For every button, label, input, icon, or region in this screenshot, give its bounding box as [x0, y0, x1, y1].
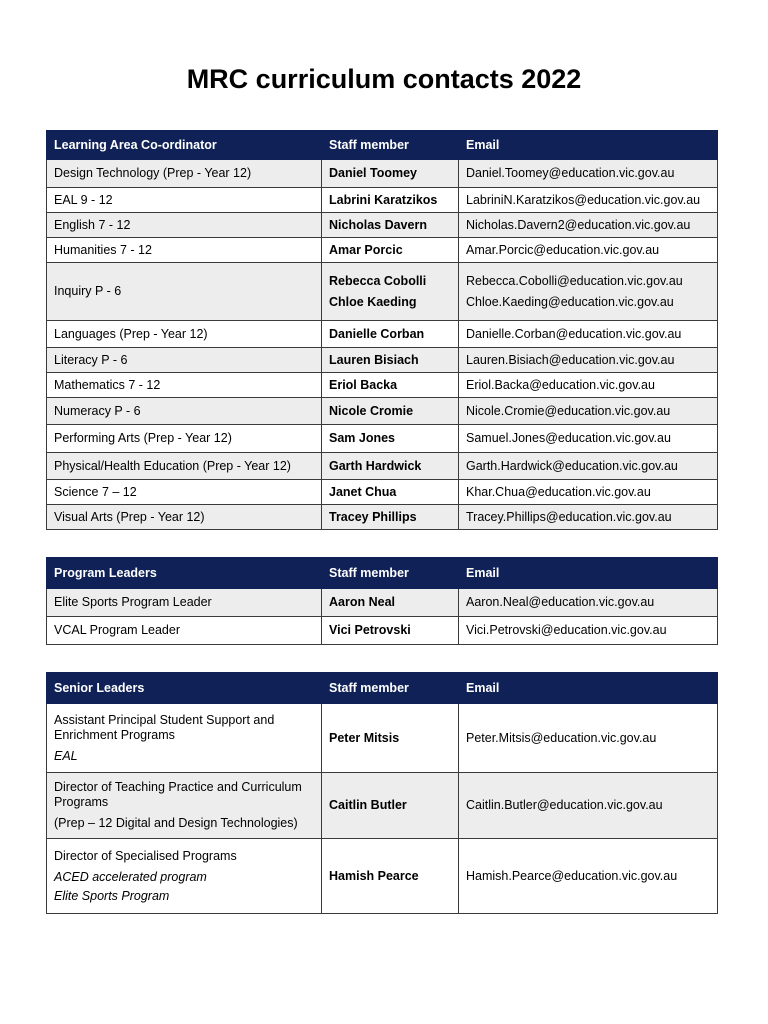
- area-cell: Languages (Prep - Year 12): [47, 321, 322, 348]
- email-cell: Caitlin.Butler@education.vic.gov.au: [459, 773, 718, 839]
- staff-name: Eriol Backa: [329, 377, 398, 392]
- staff-name: Tracey Phillips: [329, 509, 417, 524]
- role-note: (Prep – 12 Digital and Design Technologies): [54, 816, 298, 830]
- email-cell: [459, 505, 718, 530]
- staff-name: Amar Porcic: [329, 242, 403, 257]
- staff-cell: [322, 373, 459, 398]
- staff-name: Labrini Karatzikos: [329, 192, 438, 207]
- email-cell: Hamish.Pearce@education.vic.gov.au: [459, 839, 718, 914]
- staff-cell: [322, 453, 459, 480]
- role-title: Director of Teaching Practice and Curriculum Programs: [54, 780, 302, 809]
- email-address: Rebecca.Cobolli@education.vic.gov.au: [466, 273, 683, 288]
- email-cell: [459, 348, 718, 373]
- staff-cell: [322, 589, 459, 617]
- table-row: [47, 188, 718, 213]
- staff-cell: [322, 160, 459, 188]
- staff-name: Danielle Corban: [329, 326, 425, 341]
- table-row: [47, 839, 718, 914]
- column-header-program: Program Leaders: [47, 558, 322, 589]
- table-header-row: [47, 673, 718, 704]
- senior-leaders-table: [46, 672, 718, 914]
- table-row: [47, 505, 718, 530]
- staff-name: Nicholas Davern: [329, 217, 427, 232]
- email-address: Garth.Hardwick@education.vic.gov.au: [466, 458, 678, 473]
- area-cell: Inquiry P - 6: [47, 263, 322, 321]
- column-header-staff: Staff member: [322, 558, 459, 589]
- staff-name: Janet Chua: [329, 484, 397, 499]
- email-cell: [459, 238, 718, 263]
- email-address: Danielle.Corban@education.vic.gov.au: [466, 326, 682, 341]
- column-header-email: Email: [459, 673, 718, 704]
- staff-name: Nicole Cromie: [329, 403, 414, 418]
- email-address: Tracey.Phillips@education.vic.gov.au: [466, 509, 672, 524]
- role-cell: [47, 704, 322, 773]
- staff-name: Garth Hardwick: [329, 458, 422, 473]
- column-header-senior: Senior Leaders: [47, 673, 322, 704]
- staff-name: Rebecca Cobolli: [329, 273, 427, 288]
- area-cell: EAL 9 - 12: [47, 188, 322, 213]
- role-cell: [47, 839, 322, 914]
- staff-name: Vici Petrovski: [329, 623, 411, 637]
- email-address: Nicholas.Davern2@education.vic.gov.au: [466, 217, 691, 232]
- email-address: Samuel.Jones@education.vic.gov.au: [466, 431, 671, 445]
- table-row: [47, 373, 718, 398]
- table-row: [47, 453, 718, 480]
- email-cell: [459, 453, 718, 480]
- table-row: [47, 589, 718, 617]
- area-cell: Mathematics 7 - 12: [47, 373, 322, 398]
- staff-cell: [322, 505, 459, 530]
- area-cell: English 7 - 12: [47, 213, 322, 238]
- role-title: Director of Specialised Programs: [54, 848, 237, 863]
- staff-name: Sam Jones: [329, 431, 396, 445]
- email-address: Aaron.Neal@education.vic.gov.au: [466, 595, 655, 609]
- table-row: [47, 263, 718, 321]
- email-cell: Peter.Mitsis@education.vic.gov.au: [459, 704, 718, 773]
- staff-name: Chloe Kaeding: [329, 294, 417, 309]
- staff-cell: Hamish Pearce: [322, 839, 459, 914]
- email-address: Nicole.Cromie@education.vic.gov.au: [466, 403, 671, 418]
- staff-name: Lauren Bisiach: [329, 352, 419, 367]
- staff-cell: Caitlin Butler: [322, 773, 459, 839]
- staff-cell: [322, 617, 459, 645]
- table-row: [47, 425, 718, 453]
- column-header-email: Email: [459, 131, 718, 160]
- table-row: [47, 704, 718, 773]
- staff-cell: [322, 398, 459, 425]
- learning-area-table: [46, 130, 718, 530]
- email-cell: [459, 589, 718, 617]
- table-row: [47, 398, 718, 425]
- email-cell: [459, 617, 718, 645]
- role-title: Assistant Principal Student Support and Enrichment Programs: [54, 712, 275, 742]
- area-cell: Humanities 7 - 12: [47, 238, 322, 263]
- email-cell: [459, 425, 718, 453]
- staff-cell: [322, 348, 459, 373]
- email-cell: [459, 321, 718, 348]
- email-address: Daniel.Toomey@education.vic.gov.au: [466, 166, 675, 180]
- staff-cell: [322, 263, 459, 321]
- area-cell: Visual Arts (Prep - Year 12): [47, 505, 322, 530]
- role-note: Elite Sports Program: [54, 888, 170, 903]
- program-leaders-table: [46, 557, 718, 645]
- table-header-row: [47, 131, 718, 160]
- table-row: [47, 160, 718, 188]
- column-header-area: Learning Area Co-ordinator: [47, 131, 322, 160]
- column-header-email: Email: [459, 558, 718, 589]
- email-cell: [459, 480, 718, 505]
- area-cell: VCAL Program Leader: [47, 617, 322, 645]
- area-cell: Physical/Health Education (Prep - Year 12): [47, 453, 322, 480]
- staff-name: Daniel Toomey: [329, 166, 417, 180]
- column-header-staff: Staff member: [322, 131, 459, 160]
- page-title: MRC curriculum contacts 2022: [186, 64, 582, 94]
- email-address: Lauren.Bisiach@education.vic.gov.au: [466, 352, 675, 367]
- email-cell: [459, 373, 718, 398]
- email-address: Amar.Porcic@education.vic.gov.au: [466, 242, 660, 257]
- email-address: Khar.Chua@education.vic.gov.au: [466, 484, 651, 499]
- table-row: [47, 480, 718, 505]
- email-cell: [459, 160, 718, 188]
- email-cell: [459, 398, 718, 425]
- email-address: Eriol.Backa@education.vic.gov.au: [466, 377, 655, 392]
- table-row: [47, 348, 718, 373]
- staff-cell: [322, 188, 459, 213]
- staff-cell: [322, 480, 459, 505]
- role-cell: [47, 773, 322, 839]
- area-cell: Performing Arts (Prep - Year 12): [47, 425, 322, 453]
- area-cell: Elite Sports Program Leader: [47, 589, 322, 617]
- role-note: EAL: [54, 748, 78, 763]
- email-cell: [459, 213, 718, 238]
- table-row: [47, 617, 718, 645]
- staff-cell: [322, 213, 459, 238]
- staff-cell: [322, 321, 459, 348]
- table-row: [47, 321, 718, 348]
- area-cell: Numeracy P - 6: [47, 398, 322, 425]
- email-address: LabriniN.Karatzikos@education.vic.gov.au: [466, 192, 701, 207]
- email-address: Chloe.Kaeding@education.vic.gov.au: [466, 294, 674, 309]
- staff-cell: Peter Mitsis: [322, 704, 459, 773]
- email-cell: [459, 263, 718, 321]
- table-row: [47, 238, 718, 263]
- staff-cell: [322, 425, 459, 453]
- area-cell: Science 7 – 12: [47, 480, 322, 505]
- table-header-row: [47, 558, 718, 589]
- column-header-staff: Staff member: [322, 673, 459, 704]
- area-cell: Literacy P - 6: [47, 348, 322, 373]
- table-row: [47, 213, 718, 238]
- email-cell: [459, 188, 718, 213]
- table-row: [47, 773, 718, 839]
- staff-name: Aaron Neal: [329, 595, 395, 609]
- area-cell: Design Technology (Prep - Year 12): [47, 160, 322, 188]
- role-note: ACED accelerated program: [54, 869, 207, 884]
- staff-cell: [322, 238, 459, 263]
- email-address: Vici.Petrovski@education.vic.gov.au: [466, 623, 667, 637]
